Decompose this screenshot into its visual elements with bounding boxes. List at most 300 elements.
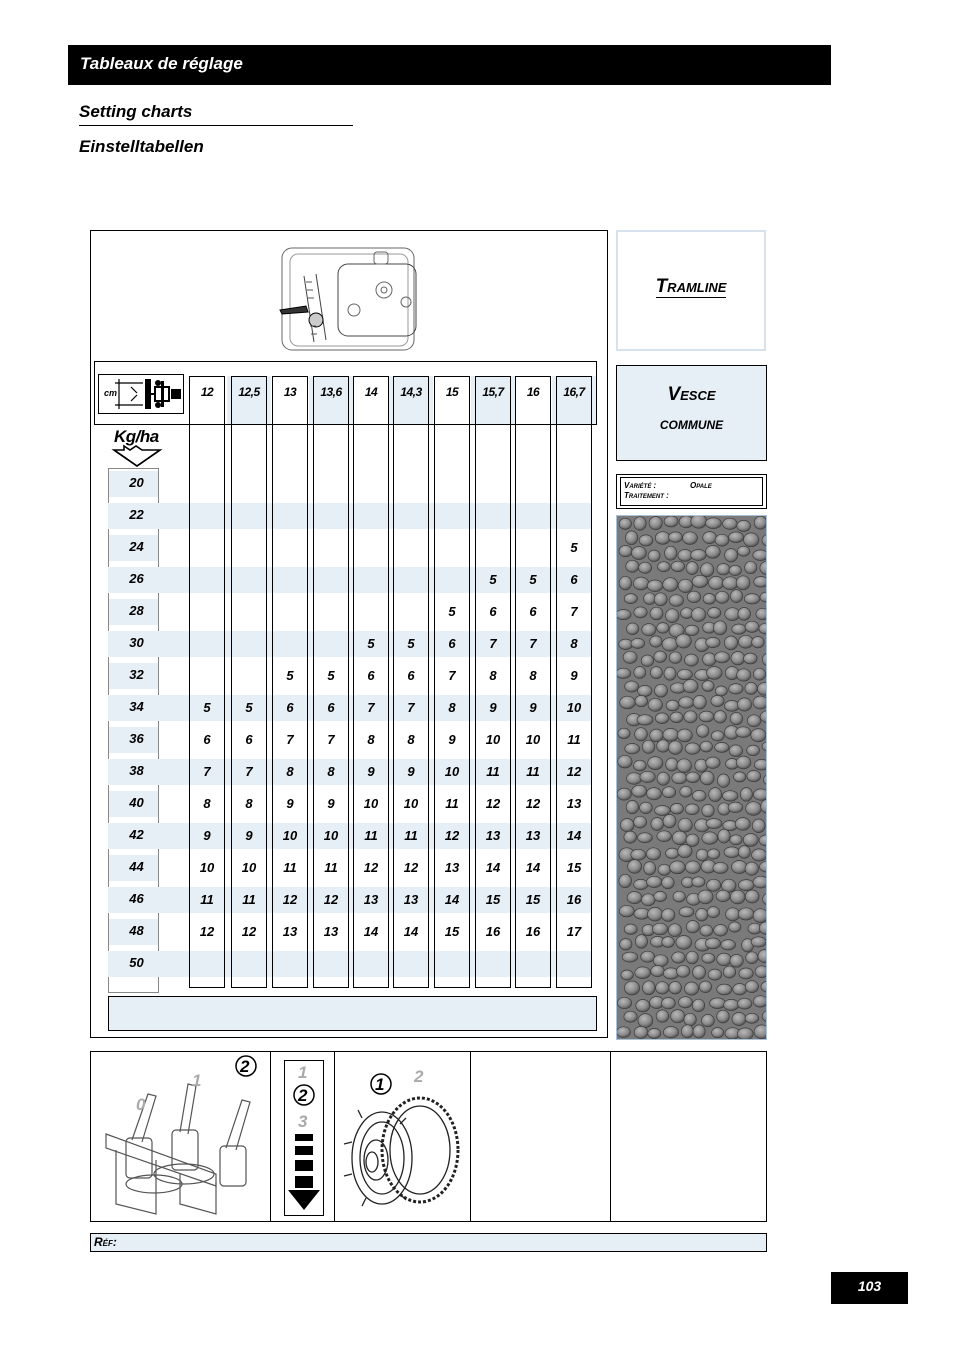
seed-grain xyxy=(723,577,739,590)
table-cell: 7 xyxy=(570,604,578,619)
table-cell: 12 xyxy=(525,796,541,811)
seed-grain xyxy=(639,535,653,546)
gear-position-3: 3 xyxy=(298,1112,308,1131)
seed-grain xyxy=(751,729,766,742)
seed-grain xyxy=(664,516,678,527)
table-cell: 10 xyxy=(323,828,339,843)
seed-grain xyxy=(717,984,732,995)
seed-grain xyxy=(737,669,751,681)
seed-grain xyxy=(752,637,764,648)
table-cell: 6 xyxy=(327,700,335,715)
seed-grain xyxy=(687,591,700,603)
seed-grain xyxy=(699,711,714,722)
seed-grain xyxy=(622,952,638,962)
table-footer-box xyxy=(108,996,597,1031)
seed-grain xyxy=(686,921,699,933)
row-label-kgha: 48 xyxy=(129,923,144,938)
table-cell: 11 xyxy=(242,892,256,907)
seed-grain xyxy=(641,655,653,666)
seed-grain xyxy=(738,998,752,1009)
seed-grain xyxy=(678,845,692,858)
seed-grain xyxy=(715,652,730,663)
seed-grain xyxy=(670,861,686,874)
seed-grain xyxy=(625,531,637,545)
seed-grain xyxy=(625,681,639,692)
table-cell: 8 xyxy=(245,796,253,811)
seed-grain xyxy=(718,829,730,843)
seed-grain xyxy=(664,667,676,680)
page-title: Tableaux de réglage xyxy=(80,54,243,73)
table-cell: 5 xyxy=(327,668,335,683)
seed-grain xyxy=(691,550,707,561)
seed-grain xyxy=(737,1028,753,1040)
row-label-kgha: 38 xyxy=(129,763,144,778)
table-cell: 11 xyxy=(324,860,338,875)
row-label-kgha: 50 xyxy=(129,955,144,970)
seed-grain xyxy=(671,1010,685,1023)
seed-grain xyxy=(638,833,653,843)
seed-grain xyxy=(686,834,699,846)
seed-grain xyxy=(715,591,729,603)
table-cell: 6 xyxy=(286,700,294,715)
seed-grain xyxy=(666,700,679,711)
seed-grain xyxy=(737,546,749,556)
table-cell: 5 xyxy=(570,540,578,555)
table-cell: 13 xyxy=(323,924,339,939)
seed-grain xyxy=(677,759,692,773)
seed-grain xyxy=(753,696,767,709)
seed-grain xyxy=(662,937,675,948)
table-cell: 8 xyxy=(286,764,294,779)
table-cell: 10 xyxy=(566,700,582,715)
table-cell: 12 xyxy=(403,860,419,875)
seed-grain xyxy=(631,638,645,648)
seed-grain xyxy=(680,786,692,797)
table-cell: 12 xyxy=(241,924,257,939)
table-cell: 11 xyxy=(486,764,500,779)
cm-label: cm xyxy=(104,388,118,398)
reference-label: Réf: xyxy=(94,1235,117,1249)
seed-grain xyxy=(670,712,683,723)
table-cell: 8 xyxy=(570,636,578,651)
table-cell: 5 xyxy=(489,572,497,587)
seed-grain xyxy=(685,654,699,666)
seed-grain xyxy=(619,874,632,887)
table-cell: 7 xyxy=(203,764,211,779)
table-cell: 14 xyxy=(363,924,379,939)
table-cell: 15 xyxy=(444,924,460,939)
seed-grain xyxy=(650,607,663,620)
seed-grain xyxy=(648,1028,661,1038)
seed-grain xyxy=(717,564,730,575)
seed-grain xyxy=(702,953,715,963)
seed-grain xyxy=(654,651,667,662)
lever-illustration xyxy=(96,1054,268,1218)
seed-grain xyxy=(677,669,692,679)
seed-grain xyxy=(715,742,729,752)
seed-grain xyxy=(679,697,694,708)
seed-grain xyxy=(648,550,660,561)
seed-grain xyxy=(708,969,722,980)
table-cell: 7 xyxy=(367,700,375,715)
seed-grain xyxy=(709,788,722,802)
seed-grain xyxy=(723,966,735,978)
panel-divider xyxy=(470,1051,471,1222)
seed-grain xyxy=(703,532,717,544)
table-cell: 6 xyxy=(407,668,415,683)
seed-grain xyxy=(628,860,642,874)
seed-grain xyxy=(648,757,663,770)
seed-grain xyxy=(717,1010,730,1023)
seed-grain xyxy=(661,998,675,1009)
seed-grain xyxy=(686,562,698,575)
seed-grain xyxy=(669,595,683,607)
seed-grain xyxy=(700,563,713,577)
seed-grain xyxy=(702,804,714,817)
seed-grain xyxy=(621,970,633,980)
table-cell: 11 xyxy=(200,892,214,907)
seed-grain xyxy=(642,624,656,636)
seed-grain xyxy=(669,532,683,542)
seed-grain xyxy=(756,608,767,619)
seed-grain xyxy=(731,861,747,874)
table-cell: 8 xyxy=(489,668,497,683)
panel-divider xyxy=(334,1051,335,1222)
table-cell: 12 xyxy=(323,892,339,907)
seed-grain xyxy=(684,1013,696,1026)
seed-grain xyxy=(620,939,632,950)
seed-grain xyxy=(732,624,746,634)
wheel-position-1: 1 xyxy=(375,1075,385,1094)
seed-grain xyxy=(617,1027,631,1038)
table-cell: 13 xyxy=(525,828,541,843)
seed-grain xyxy=(753,996,767,1007)
seed-grain xyxy=(676,965,689,977)
table-cell: 15 xyxy=(566,860,582,875)
seed-grain xyxy=(707,667,723,680)
seed-grain xyxy=(726,908,740,921)
seed-grain xyxy=(708,608,721,619)
table-cell: 14 xyxy=(403,924,419,939)
table-cell: 9 xyxy=(570,668,578,683)
table-cell: 10 xyxy=(282,828,298,843)
seed-grain xyxy=(724,999,739,1010)
seed-grain xyxy=(639,562,652,573)
seed-grain xyxy=(669,741,683,755)
wheel-position-2: 2 xyxy=(414,1067,424,1086)
table-cell: 6 xyxy=(570,572,578,587)
row-label-kgha: 28 xyxy=(129,603,144,618)
seed-grain xyxy=(753,909,767,923)
seed-grain xyxy=(706,819,722,829)
table-cell: 8 xyxy=(327,764,335,779)
table-cell: 9 xyxy=(245,828,253,843)
seed-grain xyxy=(707,907,719,918)
seed-grain xyxy=(640,771,655,782)
seed-grain xyxy=(681,1025,693,1038)
seed-grain xyxy=(663,728,679,741)
table-cell: 12 xyxy=(485,796,501,811)
seed-grain xyxy=(618,728,630,738)
lever-position-2: 2 xyxy=(240,1057,250,1076)
seed-grain xyxy=(635,935,647,949)
seed-grain xyxy=(631,849,646,860)
seed-grain xyxy=(634,760,647,771)
row-label-kgha: 26 xyxy=(129,571,144,586)
seed-grain xyxy=(632,547,647,560)
seed-grain xyxy=(647,876,662,887)
seed-grain xyxy=(686,951,698,964)
seed-grain xyxy=(640,802,653,813)
seed-grain xyxy=(678,997,692,1008)
seed-grain xyxy=(693,1025,705,1038)
seed-grain xyxy=(754,577,767,588)
seed-grain xyxy=(651,965,665,976)
seed-grain xyxy=(685,625,699,635)
table-cell: 10 xyxy=(363,796,379,811)
seed-grain xyxy=(619,905,634,917)
seed-grain xyxy=(734,772,746,782)
seed-grain xyxy=(692,999,704,1011)
seed-grain xyxy=(702,832,718,844)
seed-grain xyxy=(729,565,741,575)
seed-grain xyxy=(665,546,677,560)
seed-grain xyxy=(755,966,767,978)
seed-grain xyxy=(624,981,639,995)
seed-grain xyxy=(683,532,698,545)
seed-grain xyxy=(650,636,662,647)
seed-grain xyxy=(617,997,631,1008)
seed-grain xyxy=(707,849,719,859)
seed-grain xyxy=(752,849,767,861)
seed-grain xyxy=(711,731,724,741)
seed-grain xyxy=(653,955,668,967)
table-cell: 5 xyxy=(245,700,253,715)
seed-grain xyxy=(753,550,767,561)
seed-grain xyxy=(693,966,706,980)
gear-position-1: 1 xyxy=(298,1063,308,1082)
seed-grain xyxy=(658,562,671,572)
seed-grain xyxy=(627,892,642,904)
row-label-kgha: 34 xyxy=(129,699,144,714)
table-cell: 14 xyxy=(525,860,541,875)
seed-grain xyxy=(738,635,753,648)
table-cell: 10 xyxy=(241,860,257,875)
table-cell: 12 xyxy=(282,892,298,907)
table-cell: 5 xyxy=(203,700,211,715)
seed-grain xyxy=(696,908,708,921)
table-cell: 16 xyxy=(525,924,541,939)
seed-grain xyxy=(619,545,632,556)
seed-grain xyxy=(641,894,655,906)
table-cell: 11 xyxy=(404,828,418,843)
seed-grain xyxy=(745,981,758,993)
seed-grain xyxy=(754,516,767,529)
seed-grain xyxy=(657,772,669,785)
table-cell: 7 xyxy=(245,764,253,779)
seed-grain xyxy=(672,831,687,845)
seed-grain xyxy=(710,998,726,1009)
seed-grain xyxy=(732,1012,746,1025)
seed-grain xyxy=(642,740,655,753)
seed-grain xyxy=(751,937,766,947)
seed-grain xyxy=(662,787,675,798)
seed-grain xyxy=(738,846,750,859)
seed-grain xyxy=(658,864,671,875)
seed-grain xyxy=(647,580,663,592)
table-cell: 5 xyxy=(529,572,537,587)
table-cell: 11 xyxy=(364,828,378,843)
table-cell: 17 xyxy=(566,924,582,939)
seed-grain xyxy=(752,819,765,833)
table-cell: 9 xyxy=(286,796,294,811)
seed-grain xyxy=(721,940,736,950)
row-label-kgha: 22 xyxy=(129,507,144,522)
table-cell: 5 xyxy=(367,636,375,651)
seed-grain xyxy=(624,831,637,843)
seed-grain xyxy=(729,684,743,694)
subtitle-english: Setting charts xyxy=(79,102,193,121)
seed-grain xyxy=(737,520,751,531)
treatment-label: Traitement : xyxy=(624,491,669,500)
seed-grain xyxy=(671,561,685,571)
table-cell: 7 xyxy=(448,668,456,683)
table-cell: 6 xyxy=(203,732,211,747)
row-label-kgha: 36 xyxy=(129,731,144,746)
table-cell: 12 xyxy=(566,764,582,779)
seed-grain xyxy=(739,968,753,979)
seed-grain xyxy=(717,774,729,787)
table-cell: 6 xyxy=(245,732,253,747)
seed-grain xyxy=(706,637,720,647)
subtitle-german: Einstelltabellen xyxy=(79,137,204,156)
table-cell: 8 xyxy=(407,732,415,747)
column-header-cm: 13 xyxy=(283,385,297,399)
seed-grain xyxy=(663,578,678,592)
seed-grain xyxy=(627,773,642,785)
seed-grain xyxy=(617,788,631,800)
seed-grain xyxy=(685,743,700,754)
lever-position-0: 0 xyxy=(136,1095,146,1114)
seed-grain xyxy=(705,938,720,949)
seed-grain xyxy=(706,545,721,558)
seed-grain xyxy=(685,982,699,995)
seed-grain xyxy=(637,715,653,725)
seed-grain xyxy=(678,579,693,592)
seed-grain xyxy=(714,711,726,723)
seed-grain xyxy=(644,593,656,605)
lever-position-1: 1 xyxy=(192,1071,202,1090)
reference-box xyxy=(90,1233,767,1252)
seed-grain xyxy=(655,532,670,545)
seed-grain xyxy=(731,652,745,665)
seed-grain xyxy=(746,952,758,964)
seed-grain xyxy=(722,791,738,801)
seed-grain xyxy=(730,954,743,967)
seed-grain xyxy=(692,877,705,887)
seed-grain xyxy=(655,713,669,724)
table-cell: 14 xyxy=(485,860,501,875)
row-label-kgha: 32 xyxy=(129,667,144,682)
table-cell: 9 xyxy=(203,828,211,843)
seed-grain xyxy=(700,925,713,936)
table-cell: 11 xyxy=(283,860,297,875)
seed-grain xyxy=(713,862,728,873)
table-cell: 9 xyxy=(448,732,456,747)
seed-grain xyxy=(744,533,759,547)
page-number: 103 xyxy=(831,1272,908,1304)
table-cell: 10 xyxy=(444,764,460,779)
seed-grain xyxy=(624,1011,637,1022)
seed-grain xyxy=(745,1013,759,1023)
seed-grain xyxy=(626,623,638,635)
seed-grain xyxy=(683,679,698,692)
seed-grain xyxy=(672,772,687,784)
seed-grain xyxy=(753,789,767,800)
table-cell: 15 xyxy=(485,892,501,907)
seed-grain xyxy=(686,772,700,783)
row-label-kgha: 24 xyxy=(129,539,144,554)
seed-grain xyxy=(641,951,655,962)
table-cell: 6 xyxy=(489,604,497,619)
seed-grain xyxy=(634,667,646,679)
seed-grain xyxy=(745,561,757,573)
table-cell: 11 xyxy=(526,764,540,779)
seed-grain xyxy=(692,790,706,801)
seed-grain xyxy=(634,1026,648,1038)
table-cell: 5 xyxy=(407,636,415,651)
table-cell: 9 xyxy=(529,700,537,715)
column-header-cm: 16,7 xyxy=(563,385,585,399)
table-cell: 8 xyxy=(367,732,375,747)
tramline-text: Tramline xyxy=(655,276,727,297)
seed-grain xyxy=(723,518,738,529)
variety-value: Opale xyxy=(690,481,712,490)
seed-grain xyxy=(698,890,713,904)
seed-grain xyxy=(616,668,631,678)
seed-grain xyxy=(663,814,676,827)
table-cell: 9 xyxy=(367,764,375,779)
seed-grain xyxy=(691,515,707,528)
seed-grain xyxy=(703,653,716,666)
column-header-cm: 15,7 xyxy=(482,385,504,399)
seed-grain xyxy=(618,755,632,768)
seed-grain xyxy=(625,744,640,754)
seed-grain xyxy=(673,891,685,902)
seed-grain xyxy=(623,651,637,663)
seed-grain xyxy=(696,849,708,861)
seed-grain xyxy=(702,681,714,692)
seed-grain xyxy=(648,698,662,711)
drive-wheel-illustration xyxy=(340,1058,468,1218)
seed-grain xyxy=(724,636,737,650)
seed-grain xyxy=(634,816,647,828)
seed-grain xyxy=(702,1014,715,1026)
seed-grain xyxy=(654,891,667,901)
gear-selector-graphic xyxy=(284,1060,324,1216)
column-header-cm: 14,3 xyxy=(400,385,422,399)
seed-grain xyxy=(745,890,759,903)
seed-grain xyxy=(638,685,652,696)
seed-grain xyxy=(638,1014,653,1028)
seed-grain xyxy=(697,725,709,738)
seed-photo xyxy=(616,515,767,1040)
table-cell: 7 xyxy=(407,700,415,715)
seed-grain xyxy=(729,922,741,932)
table-cell: 9 xyxy=(489,700,497,715)
down-arrow-icon xyxy=(110,444,164,470)
seed-grain xyxy=(700,771,714,785)
